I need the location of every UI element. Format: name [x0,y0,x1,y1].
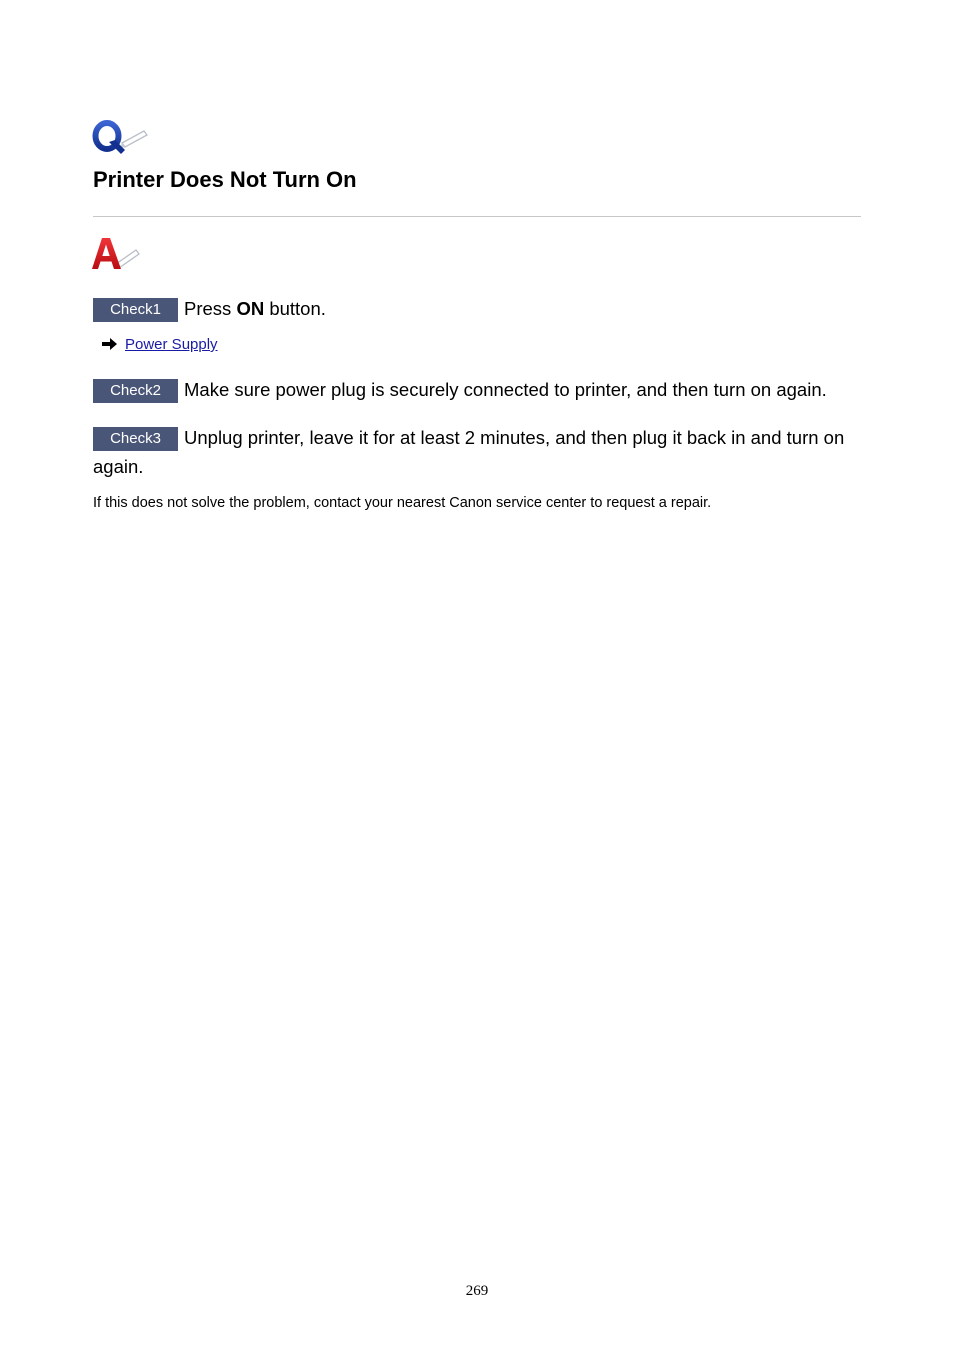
check-text: Unplug printer, leave it for at least 2 minutes, and then plug it back in and turn on again. [93,427,845,477]
arrow-right-icon [102,338,118,350]
check-text-part: button. [264,298,326,319]
check-item-1 [93,294,861,323]
q-letter-icon [92,118,148,158]
repair-note: If this does not solve the problem, contact your nearest Canon service center to request a repair. [93,495,712,511]
a-letter-icon [92,236,142,272]
divider [93,216,861,217]
power-supply-link[interactable]: Power Supply [125,336,218,353]
check-badge: Check1 [93,298,178,322]
check-badge: Check3 [93,427,178,451]
check-badge: Check2 [93,379,178,403]
check-text [184,298,326,319]
page-title: Printer Does Not Turn On [93,167,357,192]
related-link-row [102,335,218,355]
page-number: 269 [465,1283,489,1299]
check-text-part: Press [184,298,237,319]
check-item-3 [93,423,861,481]
check-text: Make sure power plug is securely connected to printer, and then turn on again. [184,379,827,400]
on-button-label: ON [236,298,265,319]
check-item-2 [93,375,861,404]
